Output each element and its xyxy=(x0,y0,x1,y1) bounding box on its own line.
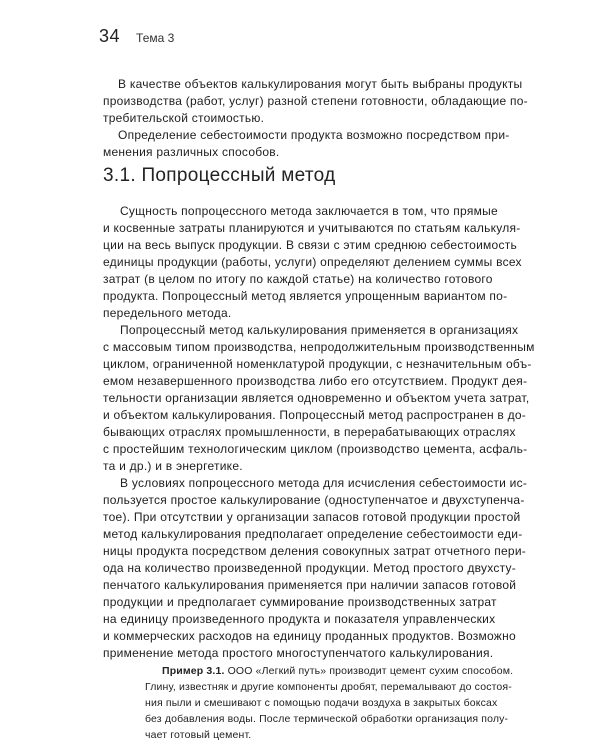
example-first-line xyxy=(162,664,513,679)
text-line: циклом, ограниченной номенклатурой продукции, с незначительным объ- xyxy=(103,357,532,371)
text-line: и косвенные затраты планируются и учитываются по статьям калькуля- xyxy=(103,221,521,235)
text-line: ции на весь выпуск продукции. В связи с этим среднюю себестоимость xyxy=(103,238,517,252)
text-line: и объектом калькулирования. Попроцессный метод распространен в до- xyxy=(103,408,527,422)
text-line: Попроцессный метод калькулирования применяется в организациях xyxy=(120,323,519,337)
text-line: В условиях попроцессного метода для исчисления себестоимости ис- xyxy=(120,476,528,490)
text-line: та и др.) и в энергетике. xyxy=(103,459,243,473)
text-line: менения различных способов. xyxy=(103,145,280,159)
text-line: затрат (в целом по итогу по каждой статье) на количество готового xyxy=(103,272,493,286)
text-line: требительской стоимостью. xyxy=(103,111,265,125)
text-line: единицы продукции (работы, услуги) определяют делением суммы всех xyxy=(103,255,522,269)
text-line: емом незавершенного производства либо его отсутствием. Продукт дея- xyxy=(103,374,528,388)
text-line: и коммерческих расходов на единицу проданных продуктов. Возможно xyxy=(103,629,516,643)
section-heading: 3.1. Попроцессный метод xyxy=(103,165,336,186)
text-line: производства (работ, услуг) разной степени готовности, обладающие по- xyxy=(103,94,528,108)
running-title: Тема 3 xyxy=(136,31,175,45)
page-number: 34 xyxy=(99,26,121,46)
text-line: метод калькулирования предполагает определение себестоимости еди- xyxy=(103,527,523,541)
text-line: передельного метода. xyxy=(103,306,232,320)
text-line: чает готовый цемент. xyxy=(145,729,252,741)
text-line: ния пыли и смешивают с помощью подачи воздуха в закрытых боксах xyxy=(145,697,498,709)
text-line: продукции и предполагает суммирование производственных затрат xyxy=(103,595,497,609)
text-line: пенчатого калькулирования применяется при наличии запасов готовой xyxy=(103,578,517,592)
text-line: без добавления воды. После термической обработки организация полу- xyxy=(145,713,509,725)
text-line: ницы продукта посредством деления совокупных затрат отчетного пери- xyxy=(103,544,527,558)
text-line: Глину, известняк и другие компоненты дробят, перемалывают до состоя- xyxy=(145,681,512,693)
text-line: продукта. Попроцессный метод является упрощенным вариантом по- xyxy=(103,289,508,303)
example-label: Пример 3.1. xyxy=(162,665,225,677)
text-line: ода на количество произведенной продукции. Метод простого двухсту- xyxy=(103,561,516,575)
example-text: ООО «Легкий путь» производит цемент сухим способом. xyxy=(227,665,514,677)
text-line: пользуется простое калькулирование (одноступенчатое и двухступенча- xyxy=(103,493,525,507)
text-line: на единицу произведенного продукта и показателя управленческих xyxy=(103,612,496,626)
text-line: Определение себестоимости продукта возможно посредством при- xyxy=(118,128,510,142)
text-line: В качестве объектов калькулирования могут быть выбраны продукты xyxy=(118,77,523,91)
text-line: применение метода простого многоступенчатого калькулирования. xyxy=(103,646,494,660)
page-header xyxy=(99,26,174,50)
text-line: тельности организации является одновременно и объектом учета затрат, xyxy=(103,391,530,405)
text-line: бывающих отраслях промышленности, в перерабатывающих отраслях xyxy=(103,425,516,439)
text-line: Сущность попроцессного метода заключается в том, что прямые xyxy=(120,204,498,218)
text-line: с массовым типом производства, непродолжительным производственным xyxy=(103,340,535,354)
text-line: с простейшим технологическим циклом (производство цемента, асфаль- xyxy=(103,442,528,456)
text-line: тое). При отсутствии у организации запасов готовой продукции простой xyxy=(103,510,521,524)
